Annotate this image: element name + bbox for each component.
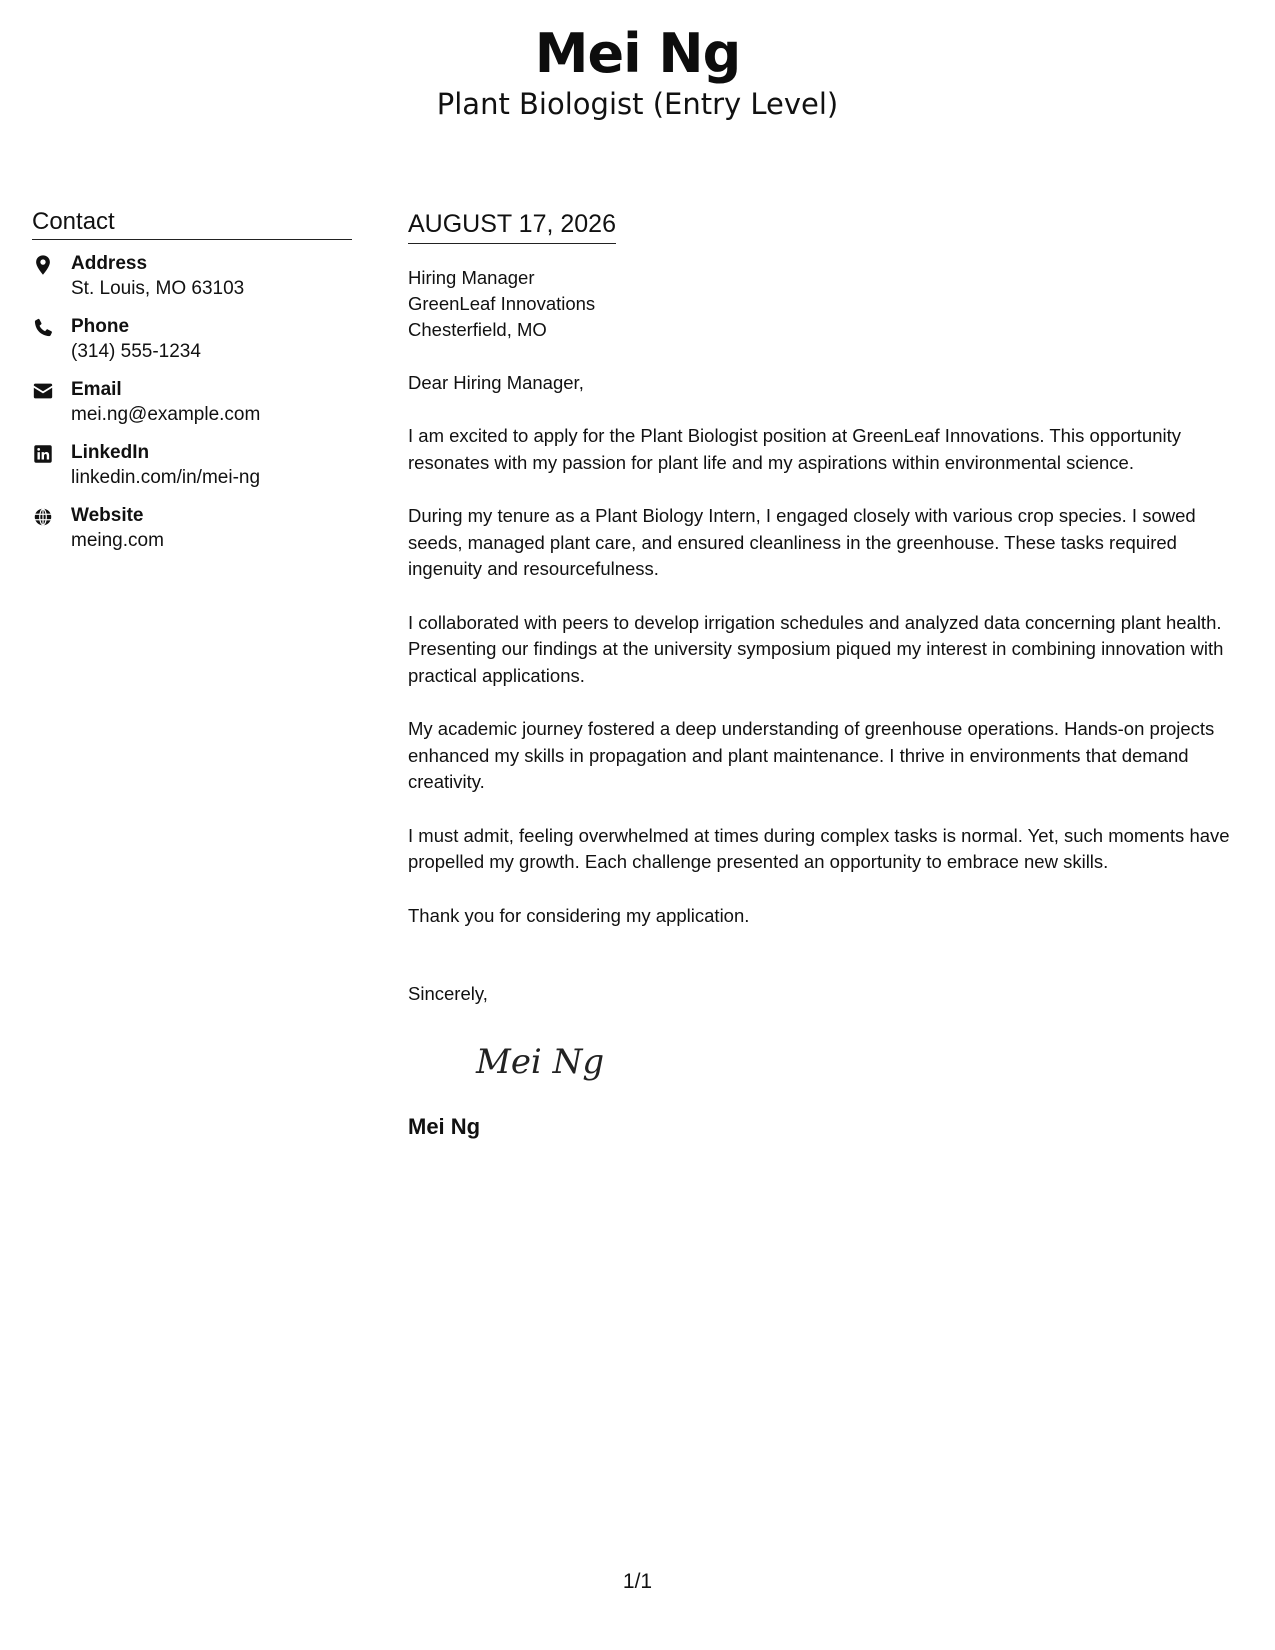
recipient-line: GreenLeaf Innovations xyxy=(408,293,596,314)
linkedin-value: linkedin.com/in/mei-ng xyxy=(71,467,261,488)
envelope-icon xyxy=(32,380,54,402)
contact-item-linkedin xyxy=(32,441,352,504)
page-number: 1/1 xyxy=(622,1570,653,1593)
contact-label: Email xyxy=(71,379,122,400)
body-paragraph: I am excited to apply for the Plant Biologist position at GreenLeaf Innovations. This opportunity resonates with my passion for plant life and my aspirations within environmental science. xyxy=(408,425,1181,473)
map-pin-icon xyxy=(32,254,54,276)
signature-image xyxy=(472,1037,1253,1093)
letter-header xyxy=(0,20,1275,122)
contact-item-phone xyxy=(32,315,352,378)
contact-heading: Contact xyxy=(32,207,352,240)
job-title: Plant Biologist (Entry Level) xyxy=(436,87,839,121)
phone-value: (314) 555-1234 xyxy=(71,341,201,362)
contact-item-email xyxy=(32,378,352,441)
website-value: meing.com xyxy=(71,530,164,551)
salutation: Dear Hiring Manager, xyxy=(408,372,584,393)
recipient-line: Hiring Manager xyxy=(408,267,535,288)
body-paragraph: Thank you for considering my application. xyxy=(408,904,750,926)
address-value: St. Louis, MO 63103 xyxy=(71,278,245,299)
email-value: mei.ng@example.com xyxy=(71,404,261,425)
phone-icon xyxy=(32,317,54,339)
globe-icon xyxy=(32,506,54,528)
letter-date: AUGUST 17, 2026 xyxy=(408,207,616,244)
contact-label: Website xyxy=(71,505,144,526)
contact-label: Address xyxy=(71,253,148,274)
applicant-name: Mei Ng xyxy=(534,22,741,85)
body-paragraph: I collaborated with peers to develop irrigation schedules and analyzed data concerning plant health. Presenting our findings at the university symposium piqued my interest in combining innovation with practical applications. xyxy=(408,611,1224,686)
signoff-name: Mei Ng xyxy=(408,1114,481,1139)
body-paragraph: My academic journey fostered a deep understanding of greenhouse operations. Hands-on projects enhanced my skills in propagation and plant maintenance. I thrive in environments that demand creativity. xyxy=(408,718,1215,792)
svg-text:Mei Ng: Mei Ng xyxy=(476,1042,605,1082)
recipient-block xyxy=(408,265,1253,343)
body-paragraph: I must admit, feeling overwhelmed at times during complex tasks is normal. Yet, such moments have propelled my growth. Each challenge presented an opportunity to embrace new skills. xyxy=(408,824,1230,872)
contact-item-website xyxy=(32,504,352,567)
linkedin-icon xyxy=(32,443,54,465)
contact-sidebar xyxy=(32,207,352,567)
contact-label: LinkedIn xyxy=(71,442,150,463)
contact-label: Phone xyxy=(71,316,130,337)
body-paragraph: During my tenure as a Plant Biology Intern, I engaged closely with various crop species. I sowed seeds, managed plant care, and ensured cleanliness in the greenhouse. These tasks required ingenuity and resourcefulness. xyxy=(408,505,1196,579)
closing: Sincerely, xyxy=(408,983,488,1004)
letter-body xyxy=(408,207,1253,1141)
recipient-line: Chesterfield, MO xyxy=(408,319,547,340)
contact-item-address xyxy=(32,252,352,315)
